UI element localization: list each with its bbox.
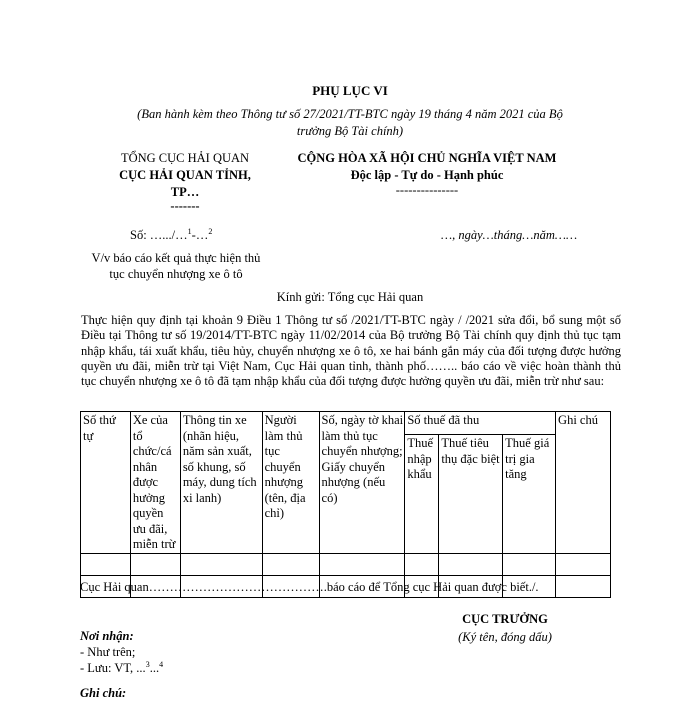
archive-mid: ... — [149, 661, 160, 675]
document-number — [130, 228, 212, 243]
motto-divider: --------------- — [395, 183, 459, 197]
report-closing-line: Cục Hải quan…………………………………….báo cáo để Tổng cục Hải quan được biết./. — [80, 580, 539, 594]
table-cell — [81, 553, 131, 575]
national-motto — [272, 150, 582, 196]
table-cell — [503, 553, 556, 575]
org-divider: ------- — [170, 199, 200, 213]
header-stt: Số thứ tự — [81, 412, 131, 554]
recipients-block — [80, 628, 163, 676]
signature-block — [420, 610, 590, 646]
table-cell — [439, 553, 503, 575]
signer-note: (Ký tên, đóng dấu) — [458, 630, 552, 644]
report-table — [80, 411, 611, 598]
header-tax-group: Số thuế đã thu — [405, 412, 556, 435]
issuing-organization — [85, 150, 285, 211]
table-cell — [319, 553, 405, 575]
recipient-item: - Như trên; — [80, 645, 136, 659]
footnote-2: 2 — [208, 226, 213, 236]
document-subject: V/v báo cáo kết quả thực hiện thủ tục chuyển nhượng xe ô tô — [91, 251, 261, 281]
table-cell — [556, 553, 611, 575]
org-line-3: TP… — [170, 185, 200, 199]
org-line-1: TỔNG CỤC HẢI QUAN — [120, 151, 250, 165]
footnote-3: 3 — [145, 659, 150, 669]
table-cell — [130, 553, 180, 575]
signer-title: CỤC TRƯỞNG — [462, 612, 548, 626]
org-line-2: CỤC HẢI QUAN TỈNH, — [119, 168, 251, 182]
header-tax-vat: Thuế giá trị gia tăng — [503, 435, 556, 553]
footnote-1: 1 — [187, 226, 192, 236]
page-title: PHỤ LỤC VI — [312, 83, 388, 98]
recipient-item-archive — [80, 660, 163, 676]
table-row — [81, 553, 611, 575]
archive-prefix: - Lưu: VT, ... — [80, 661, 146, 675]
doc-number-mid: -… — [191, 228, 209, 242]
header-declaration: Số, ngày tờ khai làm thủ tục chuyển nhượng; Giấy chuyển nhượng (nếu có) — [319, 412, 405, 554]
page-subtitle: (Ban hành kèm theo Thông tư số 27/2021/TT-BTC ngày 19 tháng 4 năm 2021 của Bộ trưởng Bộ Tài chính) — [137, 107, 563, 138]
footnote-4: 4 — [159, 659, 164, 669]
recipient-line: Kính gửi: Tổng cục Hải quan — [276, 290, 424, 304]
header-tax-special: Thuế tiêu thụ đặc biệt — [439, 435, 503, 553]
header-vehicle-of: Xe của tổ chức/cá nhân được hưởng quyền ưu đãi, miễn trừ — [130, 412, 180, 554]
header-transfer-person: Người làm thủ tục chuyển nhượng (tên, địa chỉ) — [262, 412, 319, 554]
table-cell — [556, 575, 611, 597]
table-cell — [262, 553, 319, 575]
header-note: Ghi chú — [556, 412, 611, 554]
header-vehicle-info: Thông tin xe (nhãn hiệu, năm sản xuất, số khung, số máy, dung tích xi lanh) — [180, 412, 262, 554]
date-line: …, ngày…tháng…năm…… — [441, 228, 578, 242]
notes-label: Ghi chú: — [80, 686, 127, 700]
recipients-label: Nơi nhận: — [80, 629, 134, 643]
body-paragraph: Thực hiện quy định tại khoản 9 Điều 1 Thông tư số /2021/TT-BTC ngày / /2021 sửa đổi, bổ sung một số Điều tại Thông tư số 19/2014/TT-BTC ngày 11/02/2014 của Bộ trưởng Bộ Tài chính quy định thủ tục tạm nhập khẩu, tái xuất khẩu, tiêu hủy, chuyển nhượng xe ô tô, xe hai bánh gắn máy của đối tượng được hưởng quyền ưu đãi, miễn trừ tại Việt Nam, Cục Hải quan tỉnh, thành phố…….. báo cáo về việc hoàn thành thủ tục chuyển nhượng xe ô tô đã tạm nhập khẩu của đối tượng được hưởng quyền ưu đãi, miễn trừ như sau: — [81, 313, 621, 389]
doc-number-prefix: Số: ….../… — [130, 228, 188, 242]
motto-line-2: Độc lập - Tự do - Hạnh phúc — [350, 168, 504, 182]
table-cell — [180, 553, 262, 575]
header-tax-import: Thuế nhập khẩu — [405, 435, 439, 553]
table-cell — [405, 553, 439, 575]
motto-line-1: CỘNG HÒA XÃ HỘI CHỦ NGHĨA VIỆT NAM — [297, 151, 557, 165]
